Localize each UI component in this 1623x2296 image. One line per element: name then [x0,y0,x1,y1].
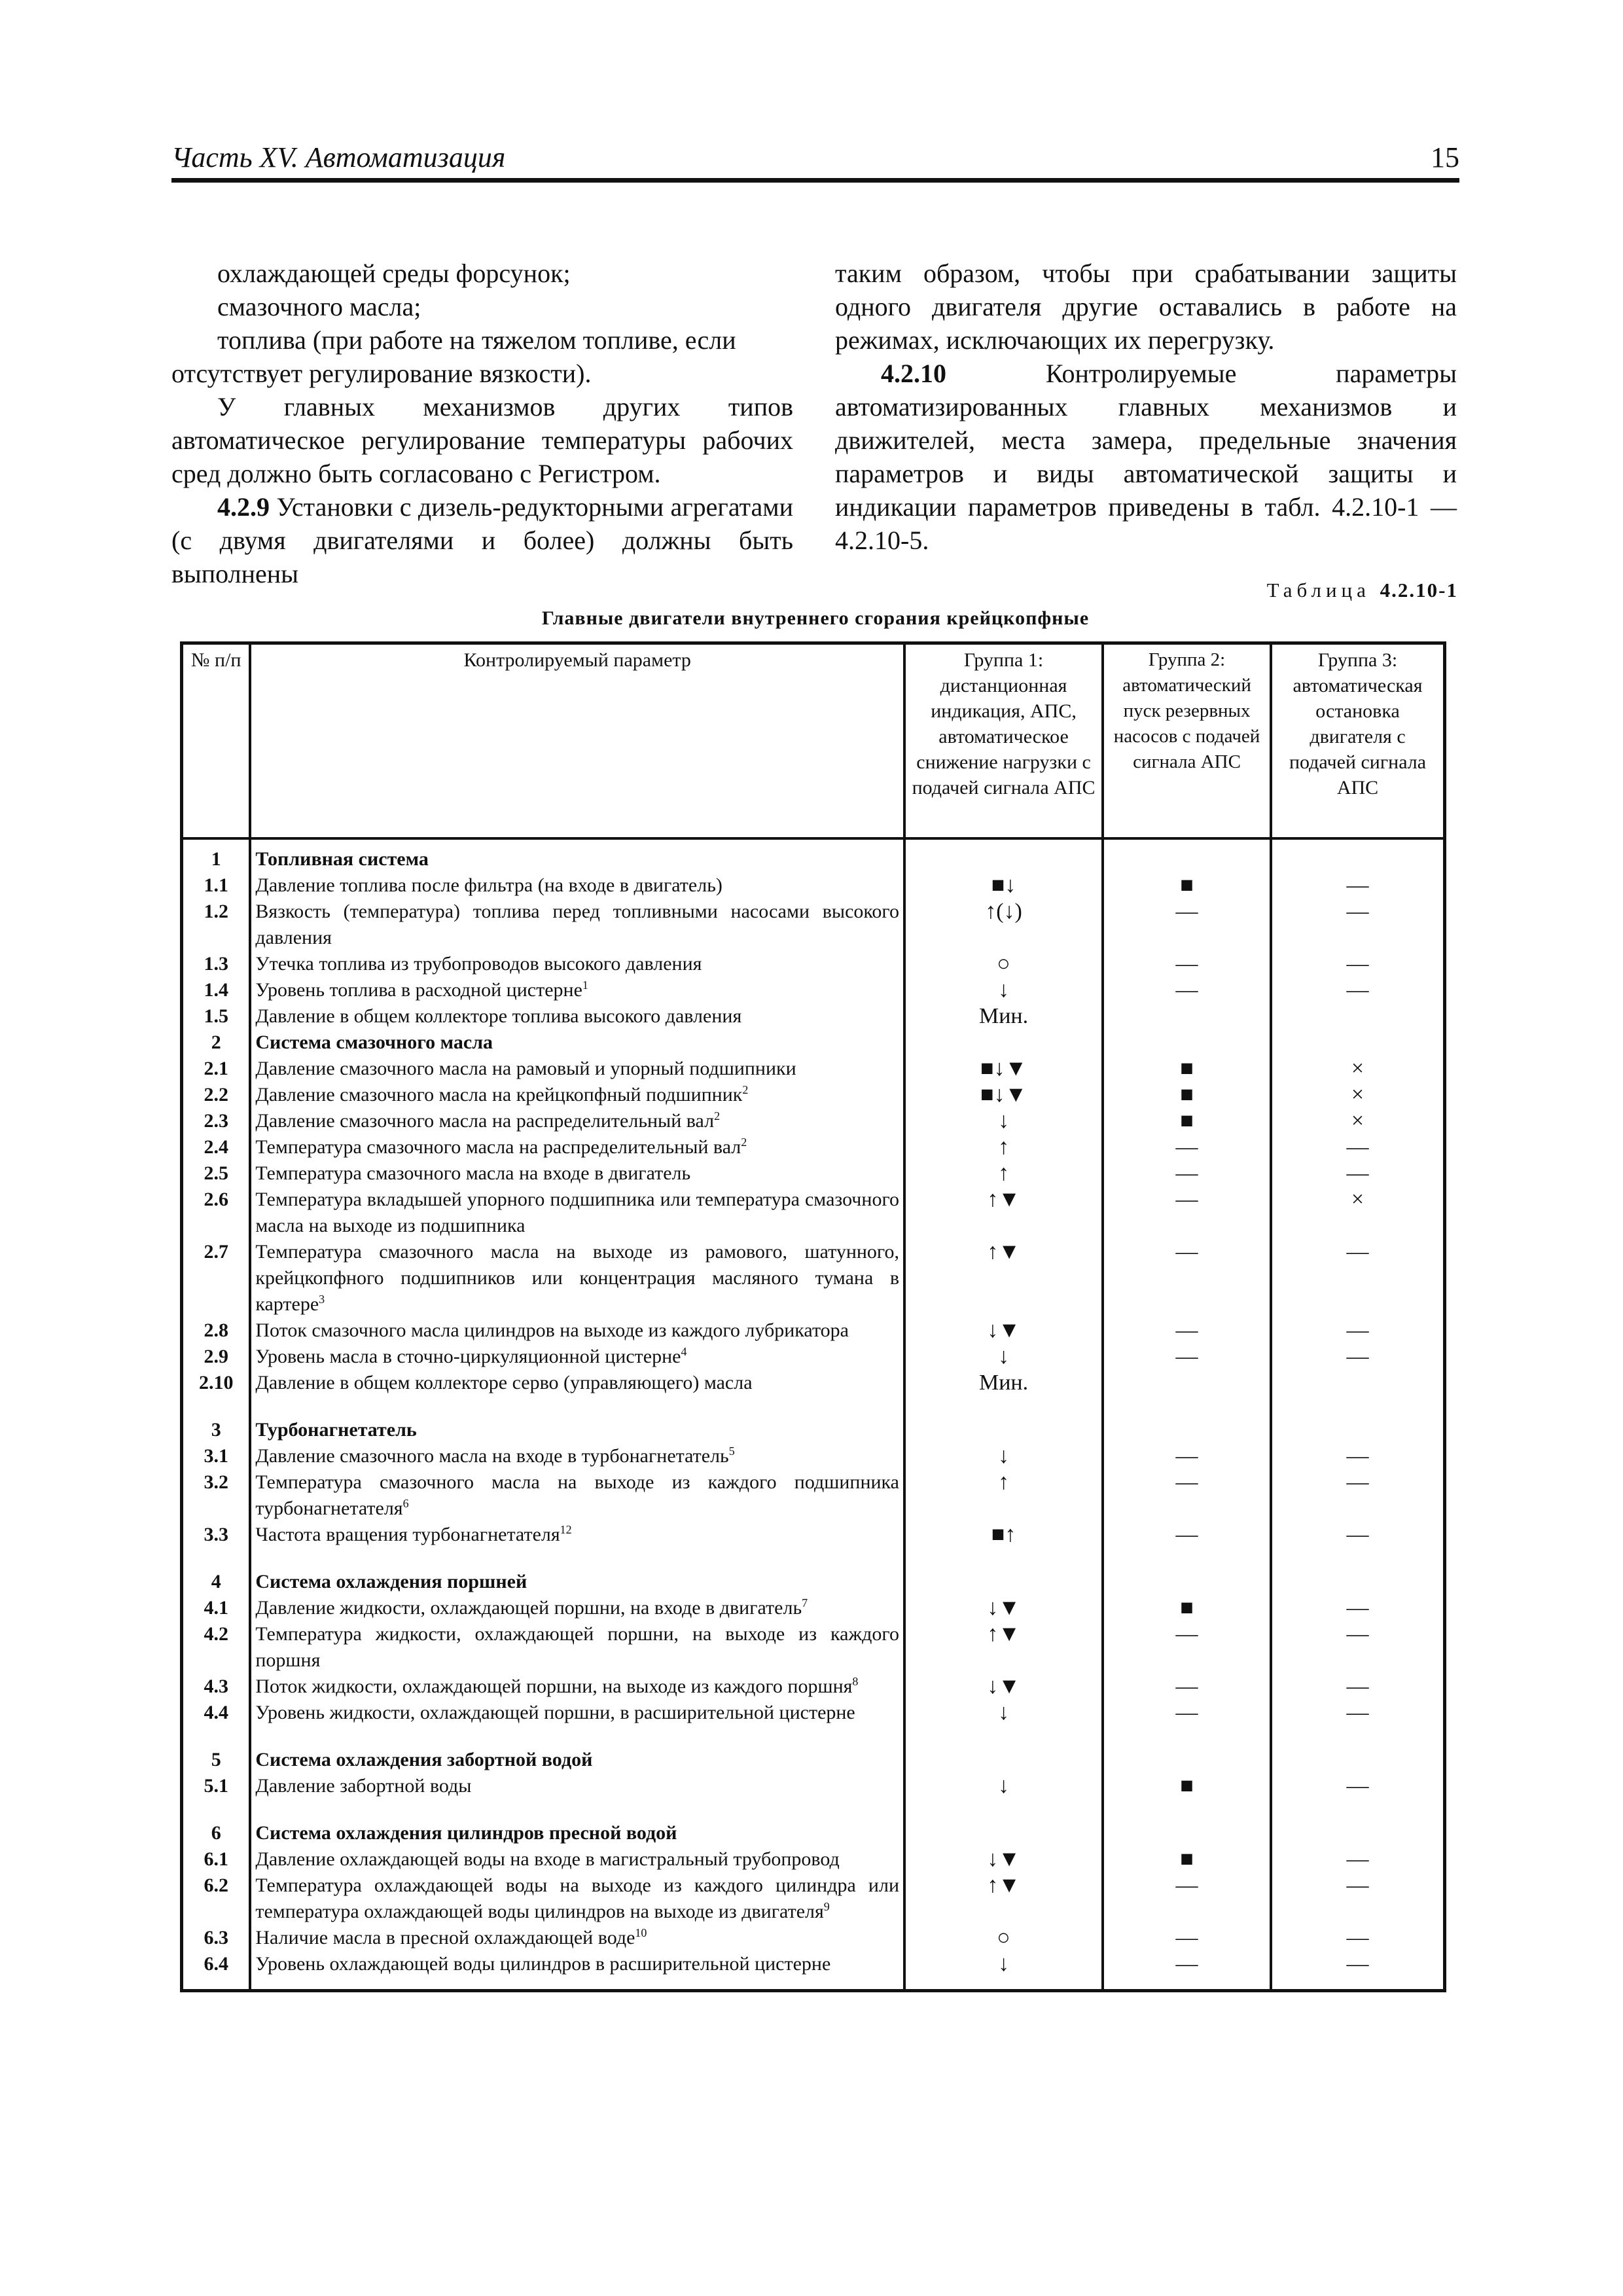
row-number: 5.1 [182,1773,251,1799]
table-row [182,1873,1445,1925]
row-number: 6.1 [182,1846,251,1873]
clause-text: Установки с дизель-редукторными агрегатами (с двумя двигателями и более) должны быть выполнены [171,492,793,588]
group3-mark [1271,1726,1444,1773]
group3-mark [1271,1396,1444,1443]
group3-mark: — [1271,951,1444,977]
parameter-text: Поток смазочного масла цилиндров на выходе из каждого лубрикатора [255,1319,849,1341]
parameter-text: Поток жидкости, охлаждающей поршни, на выходе из каждого поршня [255,1676,853,1697]
paragraph [835,357,1457,557]
group2-mark: — [1103,1134,1271,1160]
group1-mark: Мин. [904,1003,1103,1030]
group1-mark: ○ [904,1925,1103,1951]
running-title: Часть XV. Автоматизация [171,141,506,173]
row-number: 2.10 [182,1370,251,1396]
group1-mark: ↓ [904,1443,1103,1469]
row-parameter [250,1239,904,1318]
group1-mark: ○ [904,951,1103,977]
group1-mark: ↑ [904,1469,1103,1522]
group3-mark: — [1271,1318,1444,1344]
group3-mark: × [1271,1187,1444,1239]
parameter-text: Температура вкладышей упорного подшипника или температура смазочного масла на выходе из подшипника [255,1189,899,1236]
parameter-text: Система охлаждения забортной водой [255,1749,593,1770]
group2-mark: — [1103,1443,1271,1469]
group2-mark: ■ [1103,1846,1271,1873]
footnote-ref: 2 [741,1136,747,1149]
group2-mark: — [1103,951,1271,977]
row-parameter [250,1700,904,1726]
group2-mark: — [1103,1239,1271,1318]
group1-mark: ↓▼ [904,1595,1103,1621]
group1-mark [904,1396,1103,1443]
row-parameter [250,1056,904,1082]
group1-mark: ■↓▼ [904,1056,1103,1082]
group1-mark: ↓ [904,977,1103,1003]
parameter-text: Температура смазочного масла на распределительный вал [255,1136,741,1158]
group1-mark [904,838,1103,872]
footnote-ref: 5 [728,1444,735,1458]
parameter-text: Частота вращения турбонагнетателя [255,1524,560,1545]
table-row [182,1187,1445,1239]
page-header [171,143,1459,183]
group2-mark: — [1103,977,1271,1003]
group2-mark [1103,838,1271,872]
row-parameter [250,1773,904,1799]
row-parameter [250,1522,904,1548]
parameter-text: Система смазочного масла [255,1031,493,1053]
group3-mark: — [1271,1674,1444,1700]
row-number: 3.3 [182,1522,251,1548]
table-row [182,1846,1445,1873]
row-parameter [250,1799,904,1846]
group2-mark: — [1103,1674,1271,1700]
group2-mark: ■ [1103,1108,1271,1134]
group3-mark: — [1271,1239,1444,1318]
table-row [182,1700,1445,1726]
table-row [182,1799,1445,1846]
row-parameter [250,1925,904,1951]
parameter-text: Давление смазочного масла на крейцкопфный подшипник [255,1084,743,1105]
row-parameter [250,1160,904,1187]
group1-mark: ↓ [904,1108,1103,1134]
row-number: 5 [182,1726,251,1773]
group2-mark: — [1103,1160,1271,1187]
paragraph: отсутствует регулирование вязкости). [171,359,592,388]
clause-text: Контролируемые параметры автоматизированных главных механизмов и движителей, места замера, предельные значения параметров и виды автоматической защиты и индикации параметров приведены в табл. 4.2.10-1 — 4.2.10-5. [835,359,1457,555]
group3-mark [1271,1370,1444,1396]
table-row [182,1082,1445,1108]
row-parameter [250,1846,904,1873]
group1-mark: ↓▼ [904,1674,1103,1700]
group1-mark: ■↑ [904,1522,1103,1548]
parameter-text: Давление в общем коллекторе серво (управляющего) масла [255,1372,753,1393]
row-parameter [250,1030,904,1056]
footnote-ref: 2 [714,1109,721,1122]
group3-mark: × [1271,1108,1444,1134]
group2-mark: — [1103,1951,1271,1991]
row-parameter [250,1344,904,1370]
group2-mark [1103,1030,1271,1056]
parameter-text: Температура смазочного масла на входе в двигатель [255,1162,691,1184]
row-number: 1 [182,838,251,872]
row-parameter [250,899,904,951]
row-number: 1.5 [182,1003,251,1030]
row-number: 1.3 [182,951,251,977]
group1-mark: ↑▼ [904,1239,1103,1318]
row-number: 1.2 [182,899,251,951]
row-number: 2.1 [182,1056,251,1082]
row-parameter [250,838,904,872]
group3-mark [1271,1799,1444,1846]
group3-mark [1271,838,1444,872]
group3-mark: — [1271,1621,1444,1674]
row-number: 3 [182,1396,251,1443]
group1-mark: ■↓ [904,872,1103,899]
table-row [182,1951,1445,1991]
table-row [182,1370,1445,1396]
group3-mark: — [1271,872,1444,899]
group1-mark: Мин. [904,1370,1103,1396]
row-parameter [250,1674,904,1700]
table-row [182,1522,1445,1548]
parameter-text: Температура смазочного масла на выходе из каждого подшипника турбонагнетателя [255,1471,899,1519]
row-number: 2 [182,1030,251,1056]
header-num: № п/п [182,643,251,839]
group2-mark: ■ [1103,872,1271,899]
table-row [182,1108,1445,1134]
group2-mark: — [1103,1318,1271,1344]
parameter-text: Уровень охлаждающей воды цилиндров в расширительной цистерне [255,1953,831,1975]
right-column [835,257,1457,557]
table-row [182,1443,1445,1469]
row-number: 4.1 [182,1595,251,1621]
group1-mark: ↓ [904,1700,1103,1726]
table-row [182,1003,1445,1030]
group2-mark [1103,1548,1271,1595]
group3-mark: — [1271,1595,1444,1621]
parameters-table [180,641,1446,1992]
group3-mark: — [1271,1700,1444,1726]
row-number: 2.7 [182,1239,251,1318]
row-parameter [250,1082,904,1108]
group3-mark: — [1271,1873,1444,1925]
row-number: 2.2 [182,1082,251,1108]
parameter-text: Давление в общем коллекторе топлива высокого давления [255,1005,742,1027]
group2-mark: — [1103,1873,1271,1925]
group3-mark: — [1271,1951,1444,1991]
row-number: 6.4 [182,1951,251,1991]
parameter-text: Утечка топлива из трубопроводов высокого давления [255,953,702,975]
group1-mark: ↓▼ [904,1318,1103,1344]
parameter-text: Система охлаждения цилиндров пресной водой [255,1822,677,1844]
table-row [182,1595,1445,1621]
group1-mark: ↑▼ [904,1873,1103,1925]
group3-mark: — [1271,1773,1444,1799]
row-parameter [250,1548,904,1595]
parameter-text: Температура охлаждающей воды на выходе из каждого цилиндра или температура охлаждающей воды цилиндров на выходе из двигателя [255,1874,899,1922]
group2-mark: ■ [1103,1082,1271,1108]
row-parameter [250,1370,904,1396]
parameter-text: Давление забортной воды [255,1775,472,1797]
group2-mark: — [1103,1187,1271,1239]
row-number: 2.8 [182,1318,251,1344]
table-row [182,1621,1445,1674]
row-number: 6.3 [182,1925,251,1951]
group2-mark: — [1103,1344,1271,1370]
table-row [182,1396,1445,1443]
parameter-text: Давление смазочного масла на входе в турбонагнетатель [255,1445,729,1467]
table-row [182,951,1445,977]
row-number: 6 [182,1799,251,1846]
group2-mark [1103,1726,1271,1773]
table-row [182,1239,1445,1318]
clause-number: 4.2.10 [881,359,946,388]
group1-mark: ↑(↓) [904,899,1103,951]
table-number: 4.2.10-1 [1380,579,1458,601]
parameter-text: Система охлаждения поршней [255,1571,527,1592]
table-row [182,1548,1445,1595]
row-number: 4.4 [182,1700,251,1726]
group3-mark: × [1271,1056,1444,1082]
row-number: 2.5 [182,1160,251,1187]
group2-mark: — [1103,1469,1271,1522]
row-parameter [250,1726,904,1773]
table-row [182,872,1445,899]
table-row [182,1925,1445,1951]
row-parameter [250,1396,904,1443]
row-parameter [250,1951,904,1991]
clause-number: 4.2.9 [217,492,270,522]
group1-mark: ↓ [904,1344,1103,1370]
row-parameter [250,951,904,977]
parameter-text: Вязкость (температура) топлива перед топливными насосами высокого давления [255,901,899,948]
parameter-text: Топливная система [255,848,429,870]
table-row [182,899,1445,951]
group3-mark: × [1271,1082,1444,1108]
group3-mark [1271,1030,1444,1056]
footnote-ref: 9 [823,1900,830,1913]
group2-mark: — [1103,1522,1271,1548]
parameter-text: Температура смазочного масла на выходе из рамового, шатунного, крейцкопфного подшипников или концентрация масляного тумана в картере [255,1241,899,1315]
group2-mark [1103,1396,1271,1443]
paragraph [171,490,793,590]
page-number: 15 [1431,141,1459,173]
table-row [182,977,1445,1003]
table-row [182,1160,1445,1187]
header-group2: Группа 2: автоматический пуск резервных насосов с подачей сигнала АПС [1103,643,1271,839]
row-parameter [250,1595,904,1621]
group2-mark: — [1103,1621,1271,1674]
group1-mark: ↓ [904,1951,1103,1991]
table-row [182,1674,1445,1700]
group2-mark: ■ [1103,1595,1271,1621]
row-parameter [250,1134,904,1160]
row-parameter [250,1003,904,1030]
table-title: Главные двигатели внутреннего сгорания крейцкопфные [541,607,1090,629]
group3-mark: — [1271,1160,1444,1187]
row-parameter [250,1469,904,1522]
table-row [182,1030,1445,1056]
header-param: Контролируемый параметр [250,643,904,839]
table-label: Таблица 4.2.10-1 [1266,579,1458,601]
table-row [182,1056,1445,1082]
group3-mark [1271,1548,1444,1595]
group2-mark: ■ [1103,1773,1271,1799]
group1-mark [904,1726,1103,1773]
paragraph: смазочного масла; [217,292,421,321]
group3-mark: — [1271,899,1444,951]
group1-mark: ↑ [904,1160,1103,1187]
group3-mark: — [1271,1443,1444,1469]
left-column [171,257,793,590]
footnote-ref: 7 [802,1596,808,1609]
group2-mark: ■ [1103,1056,1271,1082]
row-number: 1.1 [182,872,251,899]
group1-mark [904,1548,1103,1595]
parameter-text: Давление смазочного масла на распределительный вал [255,1110,715,1132]
footnote-ref: 10 [635,1926,647,1939]
parameter-text: Давление охлаждающей воды на входе в магистральный трубопровод [255,1848,840,1870]
group1-mark [904,1030,1103,1056]
parameter-text: Уровень топлива в расходной цистерне [255,979,582,1001]
header-group1: Группа 1: дистанционная индикация, АПС, автоматическое снижение нагрузки с подачей сигнала АПС [904,643,1103,839]
row-parameter [250,977,904,1003]
row-parameter [250,1318,904,1344]
paragraph: таким образом, чтобы при срабатывании защиты одного двигателя другие оставались в работе на режимах, исключающих их перегрузку. [835,259,1457,355]
group2-mark: — [1103,899,1271,951]
table-row [182,1726,1445,1773]
table-body [182,838,1445,1991]
group2-mark: — [1103,1700,1271,1726]
footnote-ref: 6 [402,1497,409,1510]
row-number: 1.4 [182,977,251,1003]
group1-mark: ■↓▼ [904,1082,1103,1108]
footnote-ref: 4 [681,1345,687,1358]
group3-mark: — [1271,1522,1444,1548]
parameter-text: Давление жидкости, охлаждающей поршни, на входе в двигатель [255,1597,802,1619]
parameter-text: Температура жидкости, охлаждающей поршни, на выходе из каждого поршня [255,1623,899,1671]
header-group3: Группа 3: автоматическая остановка двигателя с подачей сигнала АПС [1271,643,1444,839]
group3-mark: — [1271,1846,1444,1873]
row-number: 3.1 [182,1443,251,1469]
paragraph: топлива (при работе на тяжелом топливе, если [217,325,736,355]
group3-mark: — [1271,977,1444,1003]
footnote-ref: 3 [319,1293,325,1306]
group1-mark: ↑ [904,1134,1103,1160]
group2-mark: — [1103,1925,1271,1951]
row-number: 6.2 [182,1873,251,1925]
row-number: 4 [182,1548,251,1595]
parameter-text: Уровень масла в сточно-циркуляционной цистерне [255,1346,681,1367]
row-number: 4.2 [182,1621,251,1674]
paragraph: охлаждающей среды форсунок; [217,259,571,288]
group2-mark [1103,1003,1271,1030]
group3-mark: — [1271,1469,1444,1522]
row-number: 3.2 [182,1469,251,1522]
group1-mark: ↓ [904,1773,1103,1799]
paragraph: У главных механизмов других типов автоматическое регулирование температуры рабочих сред должно быть согласовано с Регистром. [171,392,793,488]
row-parameter [250,1621,904,1674]
row-number: 2.9 [182,1344,251,1370]
group1-mark: ↓▼ [904,1846,1103,1873]
row-parameter [250,1108,904,1134]
group1-mark: ↑▼ [904,1187,1103,1239]
row-parameter [250,1187,904,1239]
group3-mark: — [1271,1134,1444,1160]
footnote-ref: 1 [582,978,588,992]
row-parameter [250,872,904,899]
group1-mark: ↑▼ [904,1621,1103,1674]
parameter-text: Давление топлива после фильтра (на входе в двигатель) [255,874,722,896]
row-number: 2.6 [182,1187,251,1239]
group1-mark [904,1799,1103,1846]
parameter-text: Наличие масла в пресной охлаждающей воде [255,1927,635,1948]
group3-mark: — [1271,1344,1444,1370]
table-row [182,1318,1445,1344]
footnote-ref: 12 [560,1523,572,1536]
group3-mark: — [1271,1925,1444,1951]
row-number: 2.3 [182,1108,251,1134]
group2-mark [1103,1370,1271,1396]
row-number: 2.4 [182,1134,251,1160]
table-row [182,838,1445,872]
row-number: 4.3 [182,1674,251,1700]
table-row [182,1469,1445,1522]
table-row [182,1134,1445,1160]
row-parameter [250,1873,904,1925]
row-parameter [250,1443,904,1469]
table-row [182,1344,1445,1370]
table-row [182,1773,1445,1799]
parameter-text: Давление смазочного масла на рамовый и упорный подшипники [255,1058,796,1079]
footnote-ref: 8 [852,1675,859,1688]
parameter-text: Уровень жидкости, охлаждающей поршни, в расширительной цистерне [255,1702,855,1723]
group3-mark [1271,1003,1444,1030]
parameter-text: Турбонагнетатель [255,1419,417,1441]
group2-mark [1103,1799,1271,1846]
footnote-ref: 2 [742,1083,749,1096]
